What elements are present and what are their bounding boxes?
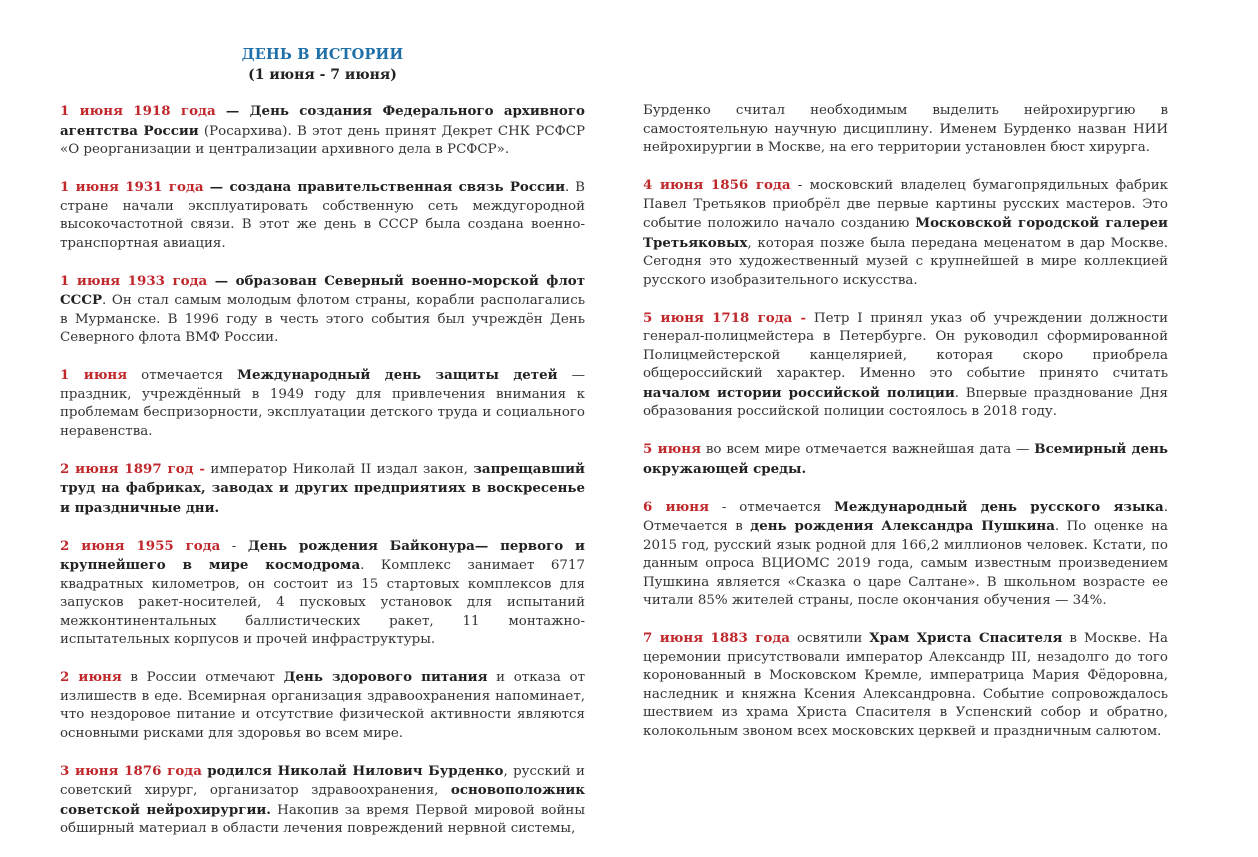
entry-text: освятили (789, 631, 870, 646)
entry-date: 3 июня 1876 года (60, 762, 202, 779)
page-header (60, 46, 585, 83)
entry-text: Бурденко считал необходимым выделить нейрохирургию в самостоятельную научную дисциплину. Именем Бурденко назван НИИ нейрохирургии в Москве, на его территории установлен бюст хирурга. (643, 103, 1168, 155)
entry-date: 1 июня (60, 367, 128, 383)
entry-text: . Отмечается в (643, 499, 1168, 534)
entry-text: Петр I принял указ об учреждении должности генерал-полицмейстера в Петербурге. Он руководил сформированной Полицмейстерской канцелярией, которая скоро приобрела общероссийский характер. Именно это событие принято считать (643, 310, 1168, 381)
entry-date: 1 июня 1931 года (60, 179, 204, 195)
history-entry (60, 668, 585, 743)
history-entry (643, 102, 1168, 158)
entry-date: 1 июня 1918 года (60, 103, 216, 119)
history-entry (643, 498, 1168, 611)
page-title: ДЕНЬ В ИСТОРИИ (241, 46, 404, 63)
entry-text: в Москве. На церемонии присутствовали император Александр III, незадолго до того коронованный в Московском Кремле, императрица Мария Фёдоровна, наследник и княжна Ксения Александровна. Событие сопровождалось шествием из храма Христа Спасителя в Успенский собор и обратно, колокольным звоном всех московских церквей и праздничным салютом. (643, 631, 1168, 739)
entry-text: — праздник, учреждённый в 1949 году для привлечения внимания к проблемам беспризорности, эксплуатации детского труда и социального неравенства. (60, 368, 585, 439)
history-entry (643, 309, 1168, 422)
history-entry (60, 102, 585, 160)
history-entry (60, 762, 585, 839)
entry-date: 2 июня 1897 год - (60, 460, 205, 477)
entry-highlight: День здорового питания (283, 669, 488, 685)
entry-text: . В стране начали эксплуатировать собственную сеть междугородной высокочастотной связи. В этот же день в СССР была создана военно-транспортная авиация. (60, 180, 585, 251)
entry-date: 7 июня 1883 года (643, 630, 790, 646)
entry-highlight: День рождения Байконура (247, 537, 475, 554)
date-range-subtitle: (1 июня - 7 июня) (248, 67, 397, 83)
history-entry (60, 537, 585, 650)
entry-text: , которая позже была передана меценатом в дар Москве. Сегодня это художественный музей с крупнейшей в мире коллекцией русского изобразительного искусства. (643, 235, 1168, 288)
entry-highlight: Международный день защиты детей (237, 367, 558, 383)
entry-highlight: родился Николай Нилович Бурденко (207, 762, 504, 779)
entry-date: 5 июня 1718 года - (643, 309, 807, 326)
entry-text: Накопив за время Первой мировой войны обширный материал в области лечения повреждений нервной системы, (60, 802, 585, 836)
history-entry (643, 440, 1168, 479)
entry-highlight: началом истории российской полиции (643, 384, 955, 401)
left-column (60, 102, 585, 857)
entry-highlight: образован Северный военно-морской флот СССР (60, 272, 586, 308)
entry-highlight: — (203, 179, 230, 195)
entry-highlight: Храм Христа Спасителя (869, 630, 1063, 646)
entry-text: в России отмечают (121, 670, 284, 685)
entry-date: 4 июня 1856 года (643, 177, 791, 193)
entry-text: - (220, 538, 248, 554)
entry-highlight: основоположник советской нейрохирургии. (60, 782, 585, 818)
entry-text: (Росархива). В этот день принят Декрет СНК РСФСР «О реорганизации и централизации архивного дела в РСФСР». (60, 123, 586, 157)
entry-highlight: День создания Федерального архивного агентства России (60, 103, 585, 139)
entry-highlight: создана правительственная связь России (229, 179, 566, 195)
history-entry (643, 629, 1168, 741)
right-column (643, 102, 1168, 760)
entry-text: - московский владелец бумагопрядильных фабрик Павел Третьяков приобрёл две первые картины русских мастеров. Это событие положило начало созданию (643, 178, 1168, 231)
entry-text: отмечается (127, 368, 238, 383)
entry-highlight: Московской городской галереи Третьяковых (643, 215, 1168, 251)
history-entry (60, 366, 585, 441)
entry-highlight: запрещавший труд на фабриках, заводах и других предприятиях в воскресенье и праздничные дни. (60, 460, 585, 516)
history-entry (643, 176, 1168, 290)
entry-text: , русский и советский хирург, организатор здравоохранения, (60, 763, 585, 798)
entry-text: во всем мире отмечается важнейшая дата — (700, 442, 1035, 457)
entry-text: и отказа от излишеств в еде. Всемирная организация здравоохранения напоминает, что нездоровое питание и отсутствие физической активности являются основными рисками для здоровья во всем мире. (60, 670, 585, 741)
entry-highlight: — первого и крупнейшего в мире космодрома (60, 537, 585, 573)
history-entry (60, 460, 585, 519)
entry-date: 2 июня 1955 года (60, 537, 221, 554)
entry-text: - отмечается (708, 499, 835, 515)
entry-text: . Впервые празднование Дня образования российской полиции состоялось в 2018 году. (643, 385, 1169, 419)
entry-text: . По оценке на 2015 год, русский язык родной для 166,2 миллионов человек. Кстати, по данным опроса ВЦИОМС 2019 года, самым известным произведением Пушкина является «Сказка о царе Салтане». В школьном возрасте ее читали 85% жителей страны, после окончания обучения — 34%. (643, 519, 1168, 608)
entry-highlight: — (215, 103, 250, 119)
entry-date: 2 июня (60, 669, 122, 685)
entry-text: . Он стал самым молодым флотом страны, корабли располагались в Мурманске. В 1996 году в честь этого события был учреждён День Северного флота ВМФ России. (60, 293, 585, 345)
entry-highlight: — (207, 272, 236, 289)
entry-text: . Комплекс занимает 6717 квадратных километров, он состоит из 15 стартовых комплексов для запусков ракет-носителей, 4 пусковых установок для испытаний межконтинентальных баллистических ракет, 11 монтажно-испытательных корпусов и прочей инфраструктуры. (60, 558, 585, 647)
entry-date: 5 июня (643, 441, 701, 457)
history-entry (60, 272, 585, 348)
entry-text: император Николай II издал закон, (204, 461, 474, 477)
entry-highlight: Всемирный день окружающей среды. (643, 441, 1168, 477)
history-entry (60, 178, 585, 253)
entry-highlight: Международный день русского языка (834, 498, 1164, 515)
entry-highlight: день рождения Александра Пушкина (750, 518, 1055, 534)
entry-date: 1 июня 1933 года (60, 272, 208, 289)
entry-date: 6 июня (643, 498, 709, 515)
